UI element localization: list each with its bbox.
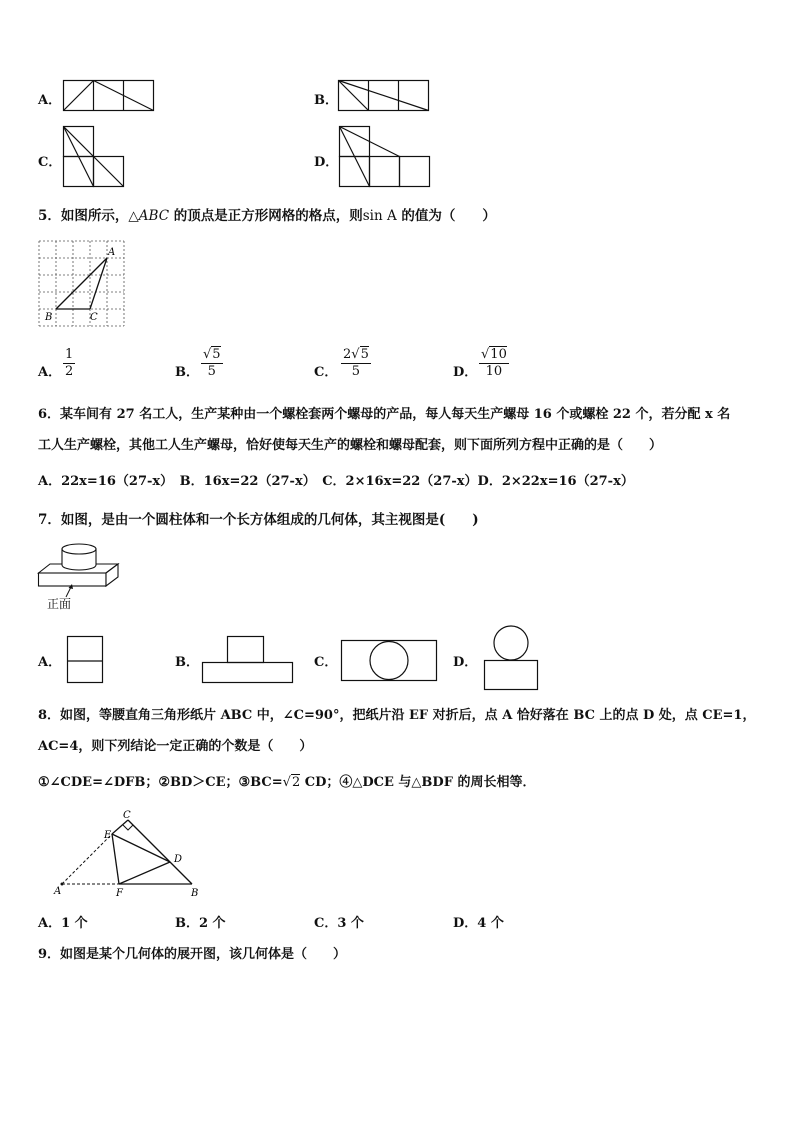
q8-option-b[interactable]: B．2 个 — [175, 916, 226, 931]
q7-stem: 7．如图，是由一个圆柱体和一个长方体组成的几何体，其主视图是( ) — [38, 512, 479, 528]
q9-stem: 9．如图是某个几何体的展开图，该几何体是（ ） — [38, 947, 347, 962]
q8-stem-line3: ①∠CDE=∠DFB；②BD＞CE；③BC=√2 CD；④△DCE 与△BDF 的周长相等． — [38, 775, 536, 790]
q4-option-c-figure — [63, 126, 127, 188]
q7-solid-figure — [38, 541, 122, 589]
q8-label-c: C — [123, 810, 131, 821]
q5-option-b[interactable]: B． — [175, 365, 199, 380]
q7-option-d-figure — [484, 625, 540, 691]
q8-label-d: D — [174, 854, 183, 865]
q5-label-c: C — [90, 312, 98, 323]
q8-option-c[interactable]: C．3 个 — [314, 916, 364, 931]
q7-front-label: 正面 — [47, 597, 72, 611]
q6-stem-line1: 6．某车间有 27 名工人，生产某种由一个螺栓套两个螺母的产品，每人每天生产螺母 16 个或螺栓 22 个，若分配 x 名 — [38, 407, 731, 422]
q8-option-d[interactable]: D．4 个 — [453, 916, 504, 931]
q5-option-c-fraction: $\frac{2√5}{5}$ — [343, 347, 369, 379]
sin-a-text: sin A — [362, 208, 397, 224]
q5-option-d[interactable]: D． — [453, 365, 478, 380]
q8-option-a[interactable]: A．1 个 — [38, 916, 88, 931]
q4-option-d-figure — [339, 126, 433, 188]
q5-option-a-fraction: $\frac{1}{2}$ — [65, 347, 74, 379]
q8-label-e: E — [104, 830, 112, 841]
q7-option-b-figure — [202, 636, 296, 684]
q8-stem-line2: AC=4，则下列结论一定正确的个数是（ ） — [38, 739, 313, 754]
q8-label-b: B — [191, 888, 199, 899]
q4-option-a-letter[interactable]: A． — [38, 93, 62, 108]
q5-stem: 5．如图所示，△ABC 的顶点是正方形网格的格点，则sin A 的值为（ ） — [38, 208, 496, 224]
q5-option-c[interactable]: C． — [314, 365, 338, 380]
q8-stem-line1: 8．如图，等腰直角三角形纸片 ABC 中，∠C=90°，把纸片沿 EF 对折后，点 A 恰好落在 BC 上的点 D 处，点 CE=1， — [38, 708, 756, 723]
q4-option-a-figure — [63, 80, 155, 112]
q7-option-a-figure — [67, 636, 105, 684]
q4-option-d-letter[interactable]: D． — [314, 155, 339, 170]
q5-label-b: B — [45, 312, 53, 323]
q8-label-f: F — [116, 888, 123, 899]
q7-option-a[interactable]: A． — [38, 655, 62, 670]
q5-option-a[interactable]: A． — [38, 365, 62, 380]
q7-option-d[interactable]: D． — [453, 655, 478, 670]
q7-option-c[interactable]: C． — [314, 655, 338, 670]
q4-option-b-figure — [338, 80, 430, 112]
q6-options[interactable]: A．22x=16（27-x） B．16x=22（27-x） C．2×16x=22（27-x）D．2×22x=16（27-x） — [38, 474, 634, 489]
q4-option-c-letter[interactable]: C． — [38, 155, 62, 170]
q7-option-c-figure — [341, 640, 439, 682]
q8-label-a: A — [54, 886, 62, 897]
q7-option-b[interactable]: B． — [175, 655, 199, 670]
q8-triangle-figure — [52, 808, 204, 900]
q4-option-b-letter[interactable]: B． — [314, 93, 338, 108]
q5-option-b-fraction: $\frac{√5}{5}$ — [203, 347, 221, 379]
q6-stem-line2: 工人生产螺栓，其他工人生产螺母，恰好使每天生产的螺栓和螺母配套，则下面所列方程中正确的是（ ） — [38, 438, 663, 453]
q5-grid-figure — [38, 240, 128, 330]
q5-label-a: A — [108, 247, 116, 258]
q5-option-d-fraction: $\frac{√10}{10}$ — [481, 347, 507, 379]
